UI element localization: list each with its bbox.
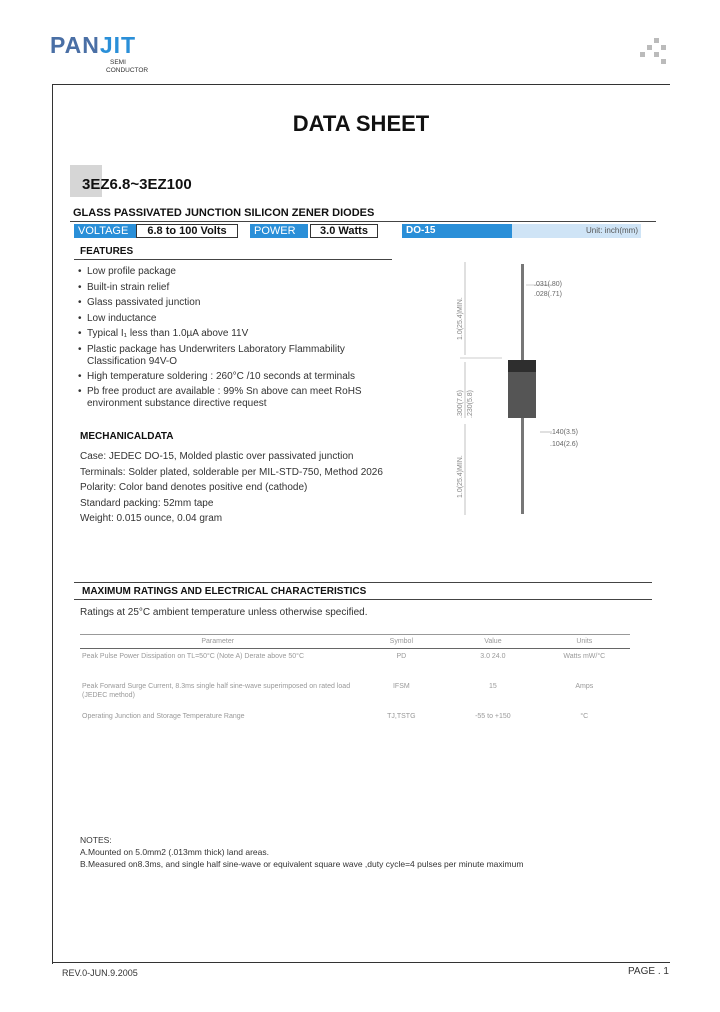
- body-dia-2: .104(2.6): [550, 441, 579, 448]
- row-parameter: Operating Junction and Storage Temperature Range: [82, 712, 245, 720]
- lead-dia-1: .031(.80): [534, 281, 563, 288]
- mechanical-item: Polarity: Color band denotes positive end (cathode): [80, 482, 308, 493]
- body-dia-1: .140(3.5): [550, 429, 579, 436]
- table-row: [80, 709, 630, 724]
- panjit-logo: PANJIT: [50, 32, 137, 58]
- row-value: -55 to +150: [475, 712, 511, 720]
- features-rule: [74, 259, 392, 260]
- row-symbol: IFSM: [392, 682, 410, 690]
- cathode-band: [508, 360, 536, 372]
- row-value: 15: [489, 682, 497, 690]
- col-symbol: Symbol: [355, 635, 447, 649]
- lead-length-bottom: 1.0(25.4)MIN.: [457, 455, 464, 498]
- frame-left-rule: [52, 84, 53, 964]
- bottom-lead: [521, 418, 524, 514]
- ratings-note: Ratings at 25°C ambient temperature unless otherwise specified.: [80, 607, 368, 618]
- power-label: POWER: [250, 224, 308, 238]
- frame-top-rule: [52, 84, 670, 85]
- page-number: PAGE . 1: [628, 966, 669, 977]
- row-value: 3.0 24.0: [480, 653, 506, 660]
- feature-item: • Plastic package has Underwriters Laboratory Flammability Classification 94V-O: [78, 344, 357, 371]
- feature-item: • Built-in strain relief: [78, 282, 398, 298]
- col-parameter: Parameter: [80, 635, 355, 649]
- feature-item: • Glass passivated junction: [78, 297, 398, 313]
- mechanical-item: Weight: 0.015 ounce, 0.04 gram: [80, 513, 223, 524]
- features-list: [78, 266, 398, 413]
- feature-item: • High temperature soldering : 260°C /10 seconds at terminals: [78, 371, 398, 387]
- note-b: B.Measured on8.3ms, and single half sine-wave or equivalent square wave ,duty cycle=4 pulses per minute maximum: [80, 859, 524, 869]
- ratings-rule-top: [74, 582, 652, 583]
- frame-bottom-rule: [52, 962, 670, 963]
- lead-length-top: 1.0(25.4)MIN.: [457, 297, 464, 340]
- table-row: [80, 649, 630, 679]
- row-units: Amps: [575, 682, 594, 690]
- do15-package-drawing: [402, 240, 652, 530]
- notes: [80, 834, 523, 870]
- corner-dots-icon: [640, 38, 670, 68]
- feature-item: • Pb free product are available : 99% Sn above can meet RoHS environment substance directive request: [78, 386, 377, 413]
- row-symbol: TJ,TSTG: [387, 712, 416, 720]
- mechanical-item: Terminals: Solder plated, solderable per MIL-STD-750, Method 2026: [80, 466, 383, 478]
- mechanical-heading: MECHANICALDATA: [80, 431, 174, 442]
- feature-item: • Typical I₁ less than 1.0µA above 11V: [78, 328, 398, 344]
- mechanical-item: Standard packing: 52mm tape: [80, 497, 214, 509]
- feature-item: • Low profile package: [78, 266, 398, 282]
- feature-item: • Low inductance: [78, 313, 398, 329]
- row-units: °C: [580, 712, 589, 720]
- col-units: Units: [539, 635, 630, 649]
- table-row: [80, 679, 630, 709]
- product-subtitle: GLASS PASSIVATED JUNCTION SILICON ZENER DIODES: [73, 207, 375, 219]
- row-symbol: PD: [396, 653, 407, 660]
- mechanical-item: Case: JEDEC DO-15, Molded plastic over passivated junction: [80, 451, 354, 462]
- table-header-row: [80, 635, 630, 649]
- logo-subtitle: SEMI CONDUCTOR: [106, 59, 149, 74]
- voltage-value: 6.8 to 100 Volts: [136, 224, 238, 238]
- power-value: 3.0 Watts: [310, 224, 378, 238]
- note-a: A.Mounted on 5.0mm2 (.013mm thick) land areas.: [80, 847, 269, 857]
- package-unit: Unit: inch(mm): [512, 224, 641, 238]
- row-parameter: Peak Forward Surge Current, 8.3ms single half sine-wave superimposed on rated load (JEDEC method): [82, 682, 351, 699]
- ratings-rule-bottom: [74, 599, 652, 600]
- mechanical-list: [80, 451, 410, 529]
- ratings-table: [80, 634, 630, 724]
- top-lead: [521, 264, 524, 360]
- body-length-1: .300(7.6): [457, 389, 464, 418]
- subtitle-rule: [70, 221, 656, 222]
- package-label: DO-15: [402, 224, 512, 238]
- voltage-label: VOLTAGE: [74, 224, 136, 238]
- row-units: Watts mW/°C: [563, 653, 606, 660]
- page-title: DATA SHEET: [292, 111, 430, 136]
- revision-label: REV.0-JUN.9.2005: [62, 968, 138, 978]
- ratings-heading: MAXIMUM RATINGS AND ELECTRICAL CHARACTERISTICS: [82, 586, 367, 597]
- part-number: 3EZ6.8~3EZ100: [82, 176, 192, 193]
- col-value: Value: [447, 635, 538, 649]
- body-length-2: .230(5.8): [467, 389, 474, 418]
- features-heading: FEATURES: [80, 246, 134, 257]
- lead-dia-2: .028(.71): [534, 291, 563, 298]
- notes-heading: NOTES:: [80, 835, 112, 845]
- row-parameter: Peak Pulse Power Dissipation on TL=50°C (Note A) Derate above 50°C: [82, 653, 305, 660]
